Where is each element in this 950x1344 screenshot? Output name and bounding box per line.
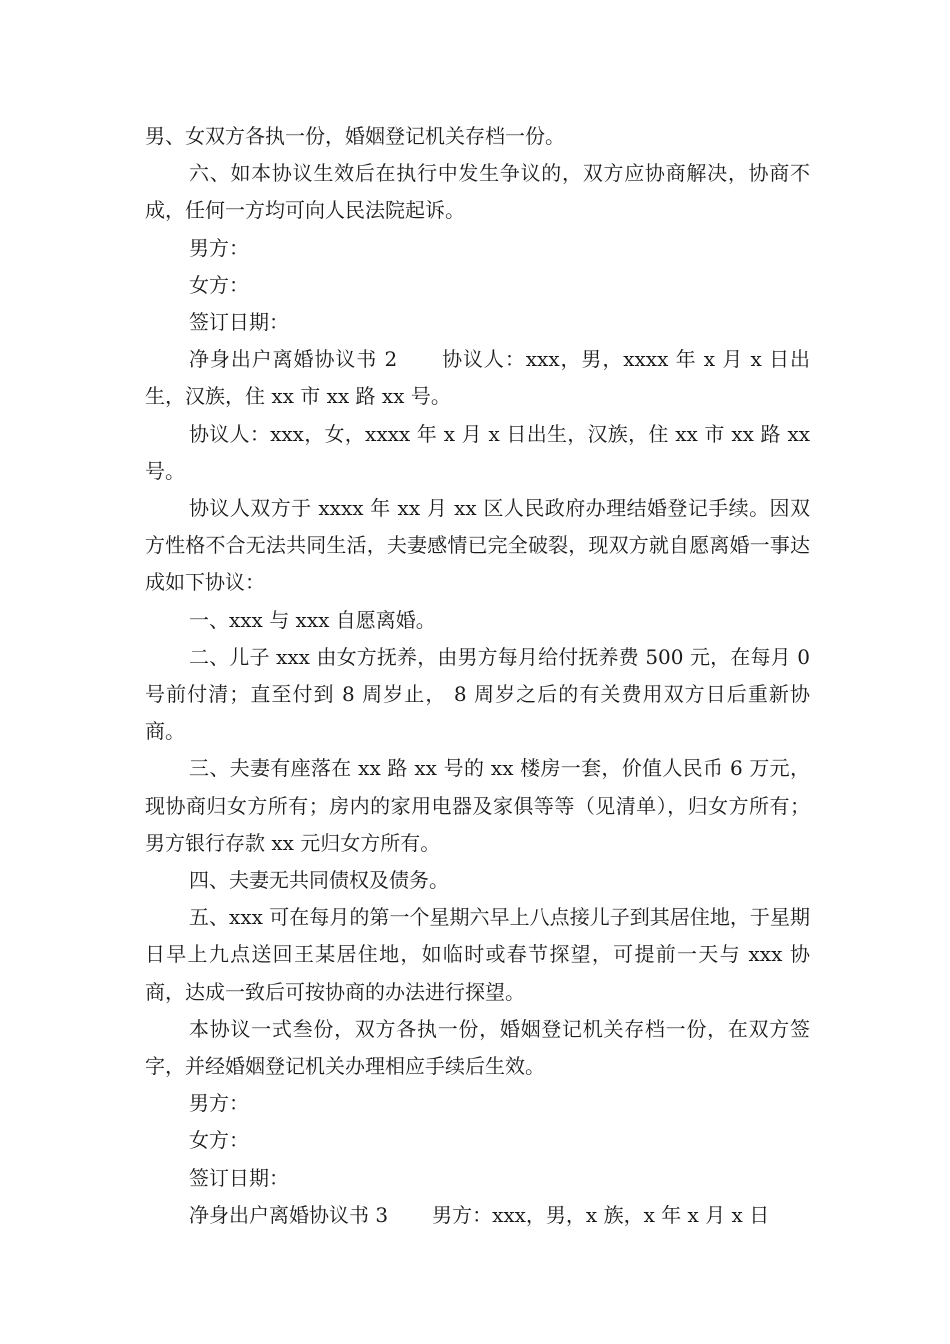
paragraph-clause-six: 六、如本协议生效后在执行中发生争议的，双方应协商解决，协商不成，任何一方均可向人民法院起诉。 (145, 161, 810, 223)
paragraph-agreement-2-intro (145, 341, 810, 415)
agreement-2-heading: 净身出户离婚协议书 2 (189, 347, 398, 372)
signature-female-label-2: 女方： (189, 1128, 249, 1153)
paragraph-clause-one: 一、xxx 与 xxx 自愿离婚。 (189, 607, 436, 632)
signature-male-label: 男方： (189, 235, 249, 260)
paragraph-effectiveness: 本协议一式叁份，双方各执一份，婚姻登记机关存档一份，在双方签字，并经婚姻登记机关办理相应手续后生效。 (145, 1016, 810, 1079)
signing-date-label-2: 签订日期： (189, 1165, 289, 1190)
agreement-2-party-male: 协议人：xxx，男，xxxx 年 x 月 x 日出生，汉族，住 xx 市 xx 路 xx 号。 (145, 347, 810, 409)
paragraph-clause-four: 四、夫妻无共同债权及债务。 (189, 868, 449, 893)
signing-date-label: 签订日期： (189, 310, 289, 335)
agreement-3-party-male: 男方：xxx，男，x 族，x 年 x 月 x 日 (432, 1202, 770, 1227)
document-body (145, 118, 810, 1234)
paragraph-clause-two: 二、儿子 xxx 由女方抚养，由男方每月给付抚养费 500 元，在每月 0 号前付清；直至付到 8 周岁止， 8 周岁之后的有关费用双方日后重新协商。 (145, 644, 810, 744)
paragraph-copies-note: 男、女双方各执一份，婚姻登记机关存档一份。 (145, 124, 565, 148)
signature-male-label-2: 男方： (189, 1091, 249, 1116)
paragraph-clause-three: 三、夫妻有座落在 xx 路 xx 号的 xx 楼房一套，价值人民币 6 万元，现协商归女方所有；房内的家用电器及家俱等等（见清单），归女方所有；男方银行存款 xx 元归女方所有。 (145, 756, 810, 855)
signature-female-label: 女方： (189, 272, 249, 297)
agreement-3-heading: 净身出户离婚协议书 3 (189, 1202, 389, 1227)
paragraph-clause-five: 五、xxx 可在每月的第一个星期六早上八点接儿子到其居住地，于星期日早上九点送回王某居住地，如临时或春节探望，可提前一天与 xxx 协商，达成一致后可按协商的办法进行探望。 (145, 905, 810, 1004)
paragraph-marriage-background: 协议人双方于 xxxx 年 xx 月 xx 区人民政府办理结婚登记手续。因双方性格不合无法共同生活，夫妻感情已完全破裂，现双方就自愿离婚一事达成如下协议： (145, 496, 810, 595)
paragraph-party-female: 协议人：xxx，女，xxxx 年 x 月 x 日出生，汉族，住 xx 市 xx 路 xx 号。 (145, 421, 810, 483)
paragraph-agreement-3-intro (145, 1197, 810, 1234)
